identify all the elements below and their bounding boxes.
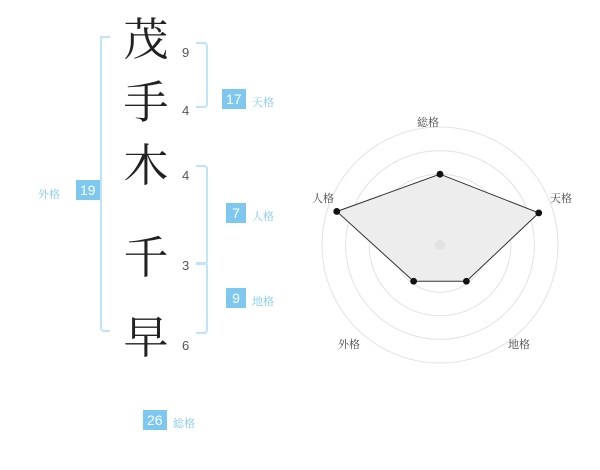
- stroke-count-4: 3: [182, 258, 190, 273]
- tenkaku-label: 天格: [252, 97, 274, 109]
- chikaku-label: 地格: [252, 296, 274, 308]
- radar-axis-label-gaikaku: 外格: [338, 339, 360, 351]
- outer-bracket-notch-top: [100, 36, 110, 38]
- radar-point: [437, 171, 444, 178]
- jinkaku-label: 人格: [252, 211, 274, 223]
- outer-bracket: [100, 36, 110, 332]
- jinkaku-badge: 7: [226, 203, 246, 223]
- kanji-char-2: 手: [123, 78, 169, 128]
- soukaku-label: 総格: [173, 418, 195, 430]
- gaikaku-label: 外格: [38, 189, 60, 201]
- kanji-char-3: 木: [123, 141, 169, 191]
- stroke-count-1: 9: [182, 45, 190, 60]
- kanji-char-1: 茂: [123, 15, 169, 65]
- soukaku-badge: 26: [143, 410, 167, 430]
- radar-axis-label-chikaku: 地格: [508, 339, 530, 351]
- chikaku-badge: 9: [226, 288, 246, 308]
- gaikaku-badge: 19: [76, 180, 100, 200]
- radar-axis-label-tenkaku: 天格: [550, 193, 572, 205]
- stroke-count-3: 4: [182, 168, 190, 183]
- radar-axis-label-soukaku: 総格: [417, 117, 439, 129]
- radar-point: [463, 278, 470, 285]
- radar-point: [333, 208, 340, 215]
- chikaku-bracket: [196, 262, 208, 334]
- stroke-count-5: 6: [182, 338, 190, 353]
- radar-center-dot: [435, 240, 445, 250]
- radar-chart: [300, 105, 580, 390]
- radar-area: [337, 174, 539, 281]
- radar-point: [535, 210, 542, 217]
- jinkaku-bracket: [196, 165, 208, 265]
- kanji-char-4: 千: [123, 233, 169, 283]
- stroke-count-2: 4: [182, 103, 190, 118]
- tenkaku-bracket: [196, 42, 208, 108]
- radar-axis-label-jinkaku: 人格: [312, 193, 334, 205]
- tenkaku-badge: 17: [222, 89, 246, 109]
- kanji-char-5: 早: [123, 313, 169, 363]
- radar-point: [410, 278, 417, 285]
